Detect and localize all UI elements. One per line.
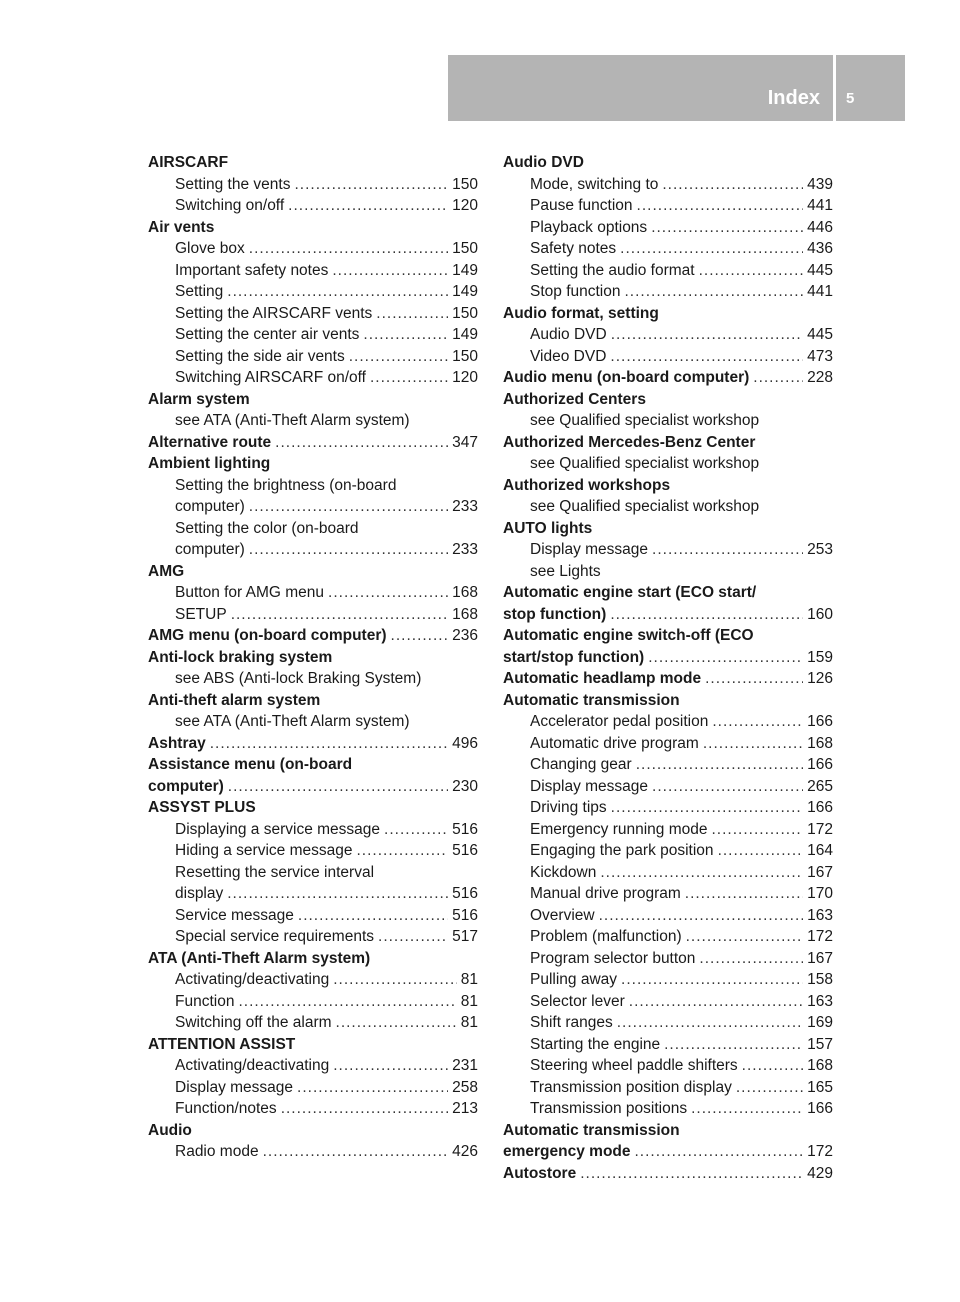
- dot-leader: [637, 195, 804, 217]
- entry-label: Changing gear: [530, 756, 632, 773]
- entry-page-number: 163: [807, 992, 833, 1010]
- index-entry: [148, 1098, 478, 1120]
- entry-page-number: 445: [807, 261, 833, 279]
- index-entry: [148, 582, 478, 604]
- entry-page-number: 258: [452, 1078, 478, 1096]
- entry-page-number: 157: [807, 1035, 833, 1053]
- entry-label: Activating/deactivating: [175, 1057, 330, 1074]
- entry-label: AMG menu (on-board computer): [148, 627, 387, 644]
- index-entry: [148, 1077, 478, 1099]
- index-entry: [503, 883, 833, 905]
- entry-label: Glove box: [175, 240, 245, 257]
- dot-leader: [356, 840, 448, 862]
- index-entry: [503, 991, 833, 1013]
- index-entry: [503, 754, 833, 776]
- entry-page-number: 159: [807, 648, 833, 666]
- index-heading: Authorized workshops: [503, 476, 671, 494]
- header-title: Index: [767, 87, 820, 109]
- dot-leader: [378, 926, 448, 948]
- dot-leader: [691, 1098, 803, 1120]
- entry-label: Setting: [175, 283, 224, 300]
- index-heading: Ambient lighting: [148, 455, 271, 472]
- index-entry: [503, 346, 833, 368]
- index-entry: [503, 926, 833, 948]
- index-entry: [148, 969, 478, 991]
- entry-label: SETUP: [175, 605, 227, 623]
- dot-leader: [686, 926, 804, 948]
- index-entry: [148, 281, 478, 303]
- entry-label: Function: [175, 992, 235, 1010]
- dot-leader: [600, 862, 803, 884]
- entry-page-number: 347: [452, 433, 478, 451]
- index-heading: Audio: [148, 1121, 192, 1139]
- entry-label: Emergency running mode: [530, 820, 708, 838]
- index-reference: Setting the brightness (on-board: [175, 476, 397, 494]
- entry-label: Setting the audio format: [530, 261, 695, 279]
- entry-label: Audio DVD: [530, 326, 607, 343]
- index-reference: see ATA (Anti-Theft Alarm system): [175, 713, 410, 730]
- entry-page-number: 169: [807, 1014, 833, 1031]
- entry-label: Pause function: [530, 197, 633, 214]
- dot-leader: [228, 776, 448, 798]
- entry-page-number: 160: [807, 605, 833, 623]
- index-entry: [148, 1012, 478, 1034]
- dot-leader: [718, 840, 804, 862]
- index-entry: [503, 174, 833, 196]
- index-entry: [503, 1055, 833, 1077]
- index-reference: see Qualified specialist workshop: [530, 498, 760, 515]
- index-entry: [503, 281, 833, 303]
- entry-label: start/stop function): [503, 648, 645, 666]
- entry-page-number: 166: [807, 756, 833, 773]
- index-entry: [503, 1098, 833, 1120]
- entry-page-number: 265: [807, 777, 833, 795]
- entry-label: computer): [175, 498, 245, 515]
- entry-page-number: 441: [807, 283, 833, 300]
- dot-leader: [685, 883, 803, 905]
- index-heading: Automatic transmission: [503, 691, 680, 709]
- index-entry: [148, 238, 478, 260]
- entry-label: Switching AIRSCARF on/off: [175, 369, 366, 386]
- index-reference: see Qualified specialist workshop: [530, 455, 760, 472]
- dot-leader: [705, 668, 803, 690]
- dot-leader: [298, 905, 448, 927]
- dot-leader: [210, 733, 448, 755]
- dot-leader: [610, 346, 803, 368]
- index-entry: [503, 1034, 833, 1056]
- entry-page-number: 233: [452, 541, 478, 558]
- index-entry: [148, 367, 478, 389]
- entry-page-number: 81: [460, 992, 478, 1010]
- page-number: 5: [846, 90, 855, 107]
- entry-label: Switching off the alarm: [175, 1014, 332, 1031]
- entry-label: Automatic headlamp mode: [503, 670, 702, 687]
- entry-page-number: 426: [452, 1143, 478, 1160]
- index-entry: [503, 711, 833, 733]
- entry-page-number: 473: [807, 347, 833, 365]
- index-entry: [503, 797, 833, 819]
- entry-label: Playback options: [530, 218, 648, 236]
- entry-page-number: 496: [452, 734, 478, 752]
- entry-page-number: 441: [807, 197, 833, 214]
- entry-page-number: 429: [807, 1164, 833, 1182]
- entry-page-number: 167: [807, 949, 833, 967]
- index-entry: [503, 819, 833, 841]
- dot-leader: [580, 1163, 803, 1185]
- dot-leader: [636, 754, 803, 776]
- index-heading: AUTO lights: [503, 519, 593, 537]
- entry-label: Display message: [530, 541, 649, 558]
- entry-label: computer): [175, 541, 245, 558]
- entry-page-number: 231: [452, 1057, 478, 1074]
- index-heading: Anti-theft alarm system: [148, 691, 321, 709]
- index-entry: [148, 174, 478, 196]
- dot-leader: [611, 324, 803, 346]
- entry-label: Function/notes: [175, 1100, 277, 1117]
- entry-label: Engaging the park position: [530, 842, 714, 859]
- entry-label: Video DVD: [530, 347, 607, 365]
- dot-leader: [652, 776, 803, 798]
- page-header-bar: [448, 55, 905, 121]
- entry-label: Setting the AIRSCARF vents: [175, 304, 373, 322]
- entry-label: stop function): [503, 605, 607, 623]
- dot-leader: [288, 195, 448, 217]
- index-entry: [148, 840, 478, 862]
- entry-label: Display message: [530, 777, 649, 795]
- index-entry: [503, 1163, 833, 1185]
- index-reference: see ABS (Anti-lock Braking System): [175, 670, 422, 687]
- index-entry: [148, 496, 478, 518]
- entry-page-number: 167: [807, 863, 833, 881]
- entry-label: Starting the engine: [530, 1035, 661, 1053]
- entry-page-number: 516: [452, 820, 478, 838]
- entry-label: Accelerator pedal position: [530, 713, 709, 730]
- entry-page-number: 168: [452, 605, 478, 623]
- index-entry: [503, 969, 833, 991]
- dot-leader: [336, 1012, 457, 1034]
- entry-page-number: 439: [807, 175, 833, 193]
- dot-leader: [712, 711, 803, 733]
- entry-label: Mode, switching to: [530, 175, 659, 193]
- entry-page-number: 236: [452, 627, 478, 644]
- index-reference: Setting the color (on-board: [175, 519, 359, 537]
- index-heading: Assistance menu (on-board: [148, 756, 353, 773]
- dot-leader: [648, 647, 803, 669]
- entry-page-number: 150: [452, 240, 478, 257]
- entry-page-number: 150: [452, 347, 478, 365]
- index-entry: [148, 539, 478, 561]
- entry-page-number: 120: [452, 369, 478, 386]
- entry-page-number: 164: [807, 842, 833, 859]
- index-entry: [503, 1077, 833, 1099]
- dot-leader: [370, 367, 448, 389]
- index-heading: Alarm system: [148, 390, 250, 408]
- entry-label: Overview: [530, 906, 595, 924]
- entry-page-number: 172: [807, 820, 833, 838]
- entry-page-number: 168: [452, 584, 478, 601]
- entry-label: Pulling away: [530, 971, 618, 988]
- entry-page-number: 81: [460, 971, 478, 988]
- entry-page-number: 158: [807, 971, 833, 988]
- index-entry: [148, 776, 478, 798]
- entry-label: Setting the side air vents: [175, 347, 345, 365]
- entry-label: Steering wheel paddle shifters: [530, 1057, 738, 1074]
- index-entry: [503, 862, 833, 884]
- entry-page-number: 228: [807, 369, 833, 386]
- entry-page-number: 165: [807, 1078, 833, 1096]
- entry-label: Safety notes: [530, 240, 617, 257]
- entry-label: Transmission positions: [530, 1100, 688, 1117]
- index-entry: [148, 905, 478, 927]
- index-entry: [503, 604, 833, 626]
- dot-leader: [736, 1077, 803, 1099]
- entry-page-number: 436: [807, 240, 833, 257]
- entry-label: Problem (malfunction): [530, 928, 682, 945]
- entry-page-number: 516: [452, 885, 478, 902]
- dot-leader: [263, 1141, 449, 1163]
- index-entry: [148, 346, 478, 368]
- dot-leader: [391, 625, 449, 647]
- dot-leader: [376, 303, 448, 325]
- dot-leader: [275, 432, 448, 454]
- index-heading: Authorized Centers: [503, 390, 646, 408]
- index-reference: see Qualified specialist workshop: [530, 412, 760, 429]
- header-divider: [833, 55, 836, 121]
- dot-leader: [599, 905, 804, 927]
- entry-label: Setting the vents: [175, 175, 291, 193]
- index-entry: [503, 238, 833, 260]
- dot-leader: [635, 1141, 804, 1163]
- dot-leader: [333, 1055, 448, 1077]
- entry-page-number: 446: [807, 218, 833, 236]
- entry-label: Hiding a service message: [175, 842, 353, 859]
- entry-label: Program selector button: [530, 949, 696, 967]
- index-column-left: [148, 152, 478, 1163]
- index-entry: [148, 991, 478, 1013]
- dot-leader: [651, 217, 803, 239]
- index-entry: [148, 260, 478, 282]
- index-entry: [148, 733, 478, 755]
- dot-leader: [629, 991, 803, 1013]
- entry-page-number: 81: [460, 1014, 478, 1031]
- index-entry: [503, 948, 833, 970]
- entry-label: Alternative route: [148, 433, 272, 451]
- entry-page-number: 150: [452, 175, 478, 193]
- index-entry: [503, 195, 833, 217]
- index-heading: ATTENTION ASSIST: [148, 1035, 296, 1053]
- index-entry: [503, 1012, 833, 1034]
- dot-leader: [249, 238, 448, 260]
- dot-leader: [328, 582, 448, 604]
- entry-label: Displaying a service message: [175, 820, 381, 838]
- index-heading: Audio format, setting: [503, 304, 659, 322]
- index-reference: see ATA (Anti-Theft Alarm system): [175, 412, 410, 429]
- entry-page-number: 120: [452, 197, 478, 214]
- dot-leader: [703, 733, 803, 755]
- dot-leader: [227, 281, 448, 303]
- index-entry: [503, 776, 833, 798]
- entry-page-number: 517: [452, 928, 478, 945]
- index-entry: [148, 1055, 478, 1077]
- entry-label: Setting the center air vents: [175, 326, 360, 343]
- dot-leader: [333, 969, 457, 991]
- index-entry: [148, 604, 478, 626]
- dot-leader: [363, 324, 448, 346]
- entry-label: Ashtray: [148, 734, 206, 752]
- index-entry: [503, 905, 833, 927]
- index-heading: Automatic engine switch-off (ECO: [503, 627, 754, 644]
- dot-leader: [297, 1077, 448, 1099]
- entry-page-number: 149: [452, 283, 478, 300]
- entry-page-number: 445: [807, 326, 833, 343]
- entry-page-number: 149: [452, 261, 478, 279]
- entry-page-number: 168: [807, 734, 833, 752]
- index-entry: [148, 625, 478, 647]
- dot-leader: [742, 1055, 803, 1077]
- dot-leader: [610, 604, 803, 626]
- entry-page-number: 172: [807, 1143, 833, 1160]
- index-entry: [148, 819, 478, 841]
- entry-page-number: 150: [452, 304, 478, 322]
- dot-leader: [384, 819, 448, 841]
- entry-page-number: 213: [452, 1100, 478, 1117]
- index-entry: [148, 195, 478, 217]
- entry-page-number: 163: [807, 906, 833, 924]
- dot-leader: [611, 797, 803, 819]
- dot-leader: [249, 496, 448, 518]
- entry-label: computer): [148, 777, 224, 795]
- index-heading: Automatic engine start (ECO start/: [503, 584, 757, 601]
- entry-label: Important safety notes: [175, 261, 329, 279]
- index-heading: Audio DVD: [503, 154, 584, 171]
- index-entry: [148, 432, 478, 454]
- dot-leader: [664, 1034, 803, 1056]
- dot-leader: [238, 991, 456, 1013]
- entry-page-number: 516: [452, 842, 478, 859]
- entry-page-number: 126: [807, 670, 833, 687]
- index-entry: [148, 883, 478, 905]
- entry-label: Driving tips: [530, 799, 607, 816]
- entry-page-number: 166: [807, 1100, 833, 1117]
- dot-leader: [712, 819, 804, 841]
- index-entry: [503, 324, 833, 346]
- dot-leader: [753, 367, 803, 389]
- index-entry: [503, 647, 833, 669]
- entry-label: Stop function: [530, 283, 621, 300]
- entry-label: Transmission position display: [530, 1078, 732, 1096]
- index-entry: [503, 367, 833, 389]
- index-heading: Air vents: [148, 218, 215, 236]
- dot-leader: [652, 539, 803, 561]
- dot-leader: [624, 281, 803, 303]
- index-heading: Automatic transmission: [503, 1121, 680, 1139]
- index-entry: [503, 733, 833, 755]
- dot-leader: [349, 346, 448, 368]
- dot-leader: [620, 238, 803, 260]
- index-entry: [503, 1141, 833, 1163]
- index-entry: [503, 217, 833, 239]
- dot-leader: [294, 174, 448, 196]
- entry-label: Display message: [175, 1078, 294, 1096]
- index-heading: Authorized Mercedes-Benz Center: [503, 433, 756, 451]
- entry-page-number: 233: [452, 498, 478, 515]
- index-entry: [503, 840, 833, 862]
- entry-label: Special service requirements: [175, 928, 375, 945]
- index-heading: AIRSCARF: [148, 154, 229, 171]
- dot-leader: [231, 604, 448, 626]
- dot-leader: [227, 883, 448, 905]
- dot-leader: [281, 1098, 448, 1120]
- index-entry: [503, 260, 833, 282]
- index-entry: [148, 1141, 478, 1163]
- entry-label: Button for AMG menu: [175, 584, 325, 601]
- index-entry: [148, 324, 478, 346]
- entry-page-number: 166: [807, 713, 833, 730]
- entry-page-number: 230: [452, 777, 478, 795]
- index-heading: ASSYST PLUS: [148, 799, 256, 816]
- index-entry: [503, 539, 833, 561]
- entry-label: Selector lever: [530, 992, 625, 1010]
- entry-page-number: 253: [807, 541, 833, 558]
- entry-label: Automatic drive program: [530, 734, 699, 752]
- index-heading: ATA (Anti-Theft Alarm system): [148, 949, 371, 967]
- entry-label: Audio menu (on-board computer): [503, 369, 750, 386]
- entry-label: Activating/deactivating: [175, 971, 330, 988]
- dot-leader: [621, 969, 803, 991]
- dot-leader: [332, 260, 448, 282]
- index-entry: [148, 303, 478, 325]
- entry-label: emergency mode: [503, 1143, 631, 1160]
- index-entry: [503, 668, 833, 690]
- entry-page-number: 168: [807, 1057, 833, 1074]
- dot-leader: [249, 539, 448, 561]
- entry-label: Radio mode: [175, 1143, 259, 1160]
- entry-page-number: 516: [452, 906, 478, 924]
- entry-label: Shift ranges: [530, 1014, 613, 1031]
- index-reference: see Lights: [530, 562, 601, 580]
- entry-label: Service message: [175, 906, 294, 924]
- entry-page-number: 170: [807, 885, 833, 902]
- index-heading: Anti-lock braking system: [148, 648, 333, 666]
- index-heading: AMG: [148, 562, 185, 580]
- entry-page-number: 149: [452, 326, 478, 343]
- entry-label: Switching on/off: [175, 197, 285, 214]
- entry-label: Manual drive program: [530, 885, 681, 902]
- index-reference: Resetting the service interval: [175, 863, 375, 881]
- entry-page-number: 166: [807, 799, 833, 816]
- index-entry: [148, 926, 478, 948]
- dot-leader: [662, 174, 803, 196]
- dot-leader: [699, 948, 803, 970]
- dot-leader: [617, 1012, 803, 1034]
- index-column-right: [503, 152, 833, 1184]
- entry-label: display: [175, 885, 224, 902]
- entry-page-number: 172: [807, 928, 833, 945]
- entry-label: Autostore: [503, 1164, 577, 1182]
- entry-label: Kickdown: [530, 863, 597, 881]
- dot-leader: [699, 260, 804, 282]
